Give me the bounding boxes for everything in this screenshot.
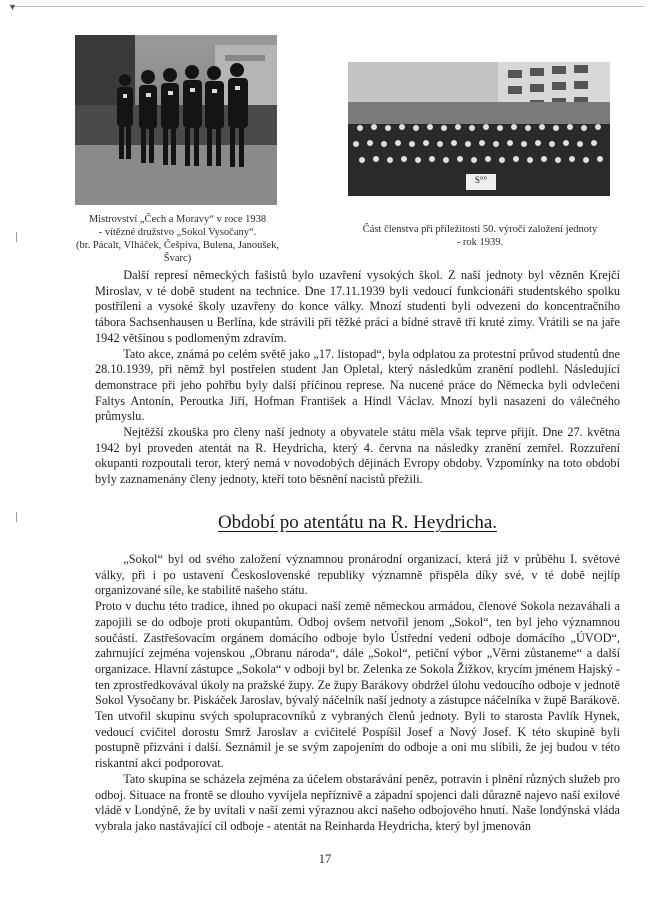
right-photo-caption — [335, 223, 625, 249]
section-heading: Období po atentátu na R. Heydricha. — [217, 512, 498, 533]
paragraph: „Sokol“ byl od svého založení významnou pronárodní organizací, která již v průběhu I. světové války, při i po ustavení Československé republiky významně přispěla díky své, v té době nejlíp organizované síle, ke stabilitě našeho státu. — [95, 552, 620, 598]
caption-line: Mistrovství „Čech a Moravy“ v roce 1938 — [88, 214, 267, 225]
caption-line: Část členstva při příležitosti 50. výročí založení jednoty — [362, 224, 598, 235]
paragraph: Tato skupina se scházela zejména za účelem obstarávání peněz, potravin i plnění různých služeb pro odboj. Situace na frontě se dlouho vyvíjela nepříznivě a západní spojenci dali důrazně najevo naší exilové vládě v Londýně, že by uvítali v naší zemi výraznou akci našeho odbojového hnutí. Naše londýnská vláda vybrala jako nastávající cíl odboje - atentát na Reinharda Heydricha, který byl jmenován — [95, 771, 620, 833]
paragraph: Další represí německých fašistů bylo uzavření vysokých škol. Z naší jednoty byl vězněn Krejčí Miroslav, v té době student na technice. Dne 17.11.1939 byli vedoucí funkcionáři studentského spolku postříleni a vysoké školy uzavřeny do konce války. Mnozí studenti byli odvezeni do koncentračního tábora Sachsenhausen u Berlína, kde strávili při těžké práci a bídné stravě tři kruté zimy. Vrátili se na jaře 1942 většinou s podlomeným zdravím. — [95, 268, 620, 345]
left-photo-caption — [70, 213, 285, 265]
page-number: 17 — [318, 852, 332, 866]
photo-sign-text: S°° — [474, 175, 488, 185]
team-photo — [75, 35, 277, 205]
corner-mark: ▼ — [8, 2, 17, 12]
caption-line: - rok 1939. — [456, 237, 504, 248]
body-text-before-heading — [95, 268, 620, 488]
caption-line: (br. Pácalt, Vlháček, Češpiva, Bulena, Janoušek, Švarc) — [75, 240, 280, 264]
paragraph: Nejtěžší zkouška pro členy naší jednoty a obyvatele státu měla však teprve přijít. Dne 27. května 1942 byl proveden atentát na R. Heydricha, který 4. června na následky zranění zemřel. Rozzuření okupanti rozpoutali teror, který nemá v novodobých dějinách Evropy obdoby. Vzpomínky na toto období byly zaznamenány členy jednoty, kteří toto běsnění nacistů přežili. — [95, 425, 620, 487]
paragraph: Proto v duchu této tradice, ihned po okupaci naší země německou armádou, členové Sokola nezaváhali a zapojili se do odboje proti okupantům. Odboj ovšem netvořil jenom „Sokol“, ten byl jeho významnou součástí. Zastřešovacím orgánem domácího odboje bylo Ústřední vedení odboje domácího „ÚVOD“, zahrnující zejména vojenskou „Obranu národa“, dále „Sokol“, petiční výbor „Věrni zůstaneme“ a další organizace. Hlavní zástupce „Sokola“ v odboji byl br. Zelenka ze Sokola Žižkov, krycím jménem Hajský - ten zprostředkovával úkoly na pražské župy. Ze župy Barákovy obdržel úlohu vedoucího odboje v jednotě Sokol Vysočany br. Piskáček Jaroslav, bývalý náčelník naší jednoty a zástupce náčelníka v župě Barákově. Ten utvořil skupinu svých spolupracovníků z vybraných členů jednoty. Byli to starosta Pavlík Hynek, vedoucí cvičitel dorostu Smrž Jaroslav a cvičitelé Pospíšil Josef a Nový Josef. K této skupině byli postupně přizváni i další. Seznámil je se svým zapojením do odboje a oni mu slíbili, že jej budou v této riskantní akci podporovat. — [95, 599, 620, 771]
body-text-after-heading — [95, 552, 620, 835]
scan-edge-line — [14, 6, 644, 7]
caption-line: - vítězné družstvo „Sokol Vysočany“. — [98, 227, 257, 238]
margin-tick — [16, 232, 17, 242]
paragraph: Tato akce, známá po celém světě jako „17. listopad“, byla odplatou za protestní průvod studentů dne 28.10.1939, při němž byl postřelen student Jan Opletal, který následkům zranění podlehl. Následující demonstrace při jeho pohřbu byly další příčinou represe. Na nucené práce do Německa byli odvlečeni Faltys Antonín, Peroutka Jiří, Hofman František a Hindl Václav. Mnozí byli nasazeni do válečného průmyslu. — [95, 346, 620, 424]
members-group-photo — [348, 62, 610, 196]
margin-tick — [16, 512, 17, 522]
